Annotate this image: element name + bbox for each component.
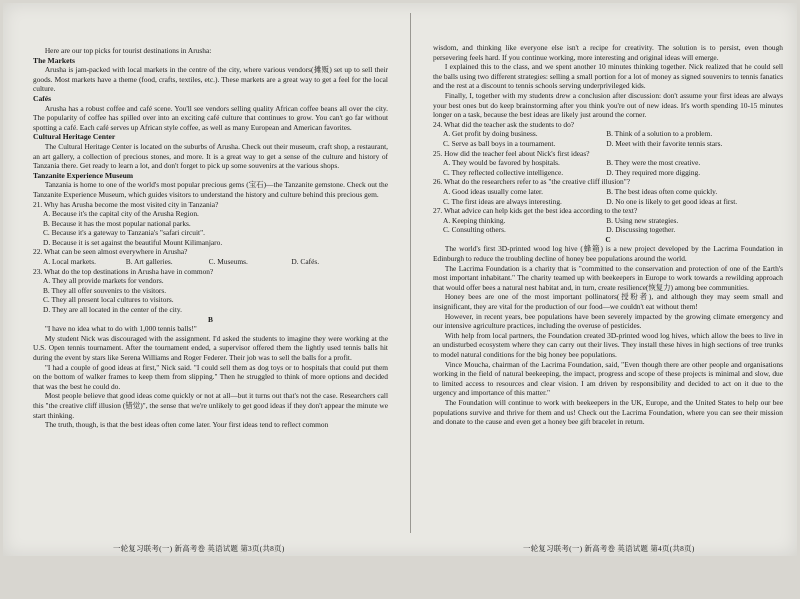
option-21-a: A. Because it's the capital city of the Arusha Region. bbox=[43, 209, 199, 219]
option-22-c: C. Museums. bbox=[208, 257, 248, 267]
section-c-heading: C bbox=[605, 234, 611, 244]
question-21: 21. Why has Arusha become the most visited city in Tanzania? bbox=[33, 199, 219, 209]
passage-c-paragraph-6: Vince Moucha, chairman of the Lacrima Foundation, said, "Even though there are other people and organisations working in the field of natural beekeeping, the impact, progress and scope of these projects is minimal and slow, due to limited access to resources and clear vision. I am driven by responsibility and decided to act on it due to the urgency and importance of this matter." bbox=[433, 359, 783, 398]
tanzanite-heading: Tanzanite Experience Museum bbox=[33, 170, 134, 180]
passage-b-paragraph-1: "I have no idea what to do with 1,000 tennis balls!" bbox=[44, 324, 197, 334]
column-divider bbox=[410, 13, 411, 533]
option-23-a: A. They all provide markets for vendors. bbox=[43, 276, 164, 286]
passage-b-paragraph-2: My student Nick was discouraged with the assignment. I'd asked the students to imagine they were working at the U.S. Open tennis tournament. After the tournament ended, a supervisor offered them the lightly used tennis balls hit during the event by stars like Serena Williams and Roger Federer. Their job was to sell the balls for a profit. bbox=[33, 333, 388, 362]
option-22-b: B. Art galleries. bbox=[125, 257, 173, 267]
option-25-b: B. They were the most creative. bbox=[606, 158, 701, 168]
footer-page-3: 一轮复习联考(一) 新高考卷 英语试题 第3页(共8页) bbox=[113, 544, 285, 553]
option-22-a: A. Local markets. bbox=[43, 257, 96, 267]
passage-b-paragraph-3: "I had a couple of good ideas at first," Nick said. "I could sell them as dog toys or to hospitals that could put them on the bottom of walker frames to keep them from slipping." Then he struggled to think of more options and decided that was the best he could do. bbox=[33, 362, 388, 391]
question-25-options bbox=[433, 158, 783, 177]
question-24-options bbox=[433, 129, 783, 148]
passage-c-paragraph-7: The Foundation will continue to work with beekeepers in the UK, Europe, and the United States to help our bee populations survive and thrive for them and us! Check out the Lacrima Foundation, where you can see their mission and donate to the cause and even get a honey bee gift bracelet in return. bbox=[433, 397, 783, 427]
left-column bbox=[33, 3, 388, 599]
option-24-b: B. Think of a solution to a problem. bbox=[606, 129, 713, 139]
question-23: 23. What do the top destinations in Arusha have in common? bbox=[33, 266, 214, 276]
option-24-d: D. Meet with their favorite tennis stars. bbox=[606, 138, 723, 148]
right-column bbox=[433, 3, 783, 596]
markets-paragraph: Arusha is jam-packed with local markets in the centre of the city, where various vendors(摊贩) set up to sell their goods. Most markets have a theme (food, crafts, textiles, etc.). These markets are a great way to get a feel for the local culture. bbox=[33, 65, 388, 94]
passage-c-paragraph-4: However, in recent years, bee populations have been severely impacted by the growing climate emergency and our intensive agriculture practices, including the overuse of pesticides. bbox=[433, 311, 783, 331]
option-25-c: C. They reflected collective intelligence. bbox=[443, 167, 564, 177]
option-26-d: D. No one is likely to get good ideas at first. bbox=[606, 196, 738, 206]
option-27-c: C. Consulting others. bbox=[443, 225, 506, 235]
passage-b-paragraph-7: I explained this to the class, and we spent another 10 minutes thinking together. Nick realized that he could sell the balls using two different strategies: selling a small portion for a lot of money as signed souvenirs to tennis fanatics and the rest at a discount to tennis schools serving underprivileged kids. bbox=[433, 62, 783, 91]
heritage-heading: Cultural Heritage Center bbox=[33, 132, 116, 142]
passage-c-paragraph-5: With help from local partners, the Foundation created 3D-printed wood log hives, which allow the bees to live in an undisturbed ecosystem where they can carry out their lives. They install these hives in high sections of tree trunks to model natural conditions for the big honey bee populations. bbox=[433, 330, 783, 359]
passage-b-paragraph-6: wisdom, and thinking like everyone else isn't a recipe for creativity. The solution is to persist, even though persevering feels hard. If you continue working, more interesting and original ideas will emerge. bbox=[433, 43, 783, 62]
passage-b-paragraph-5: The truth, though, is that the best ideas often come later. Your first ideas tend to reflect common bbox=[44, 420, 329, 430]
heritage-paragraph: The Cultural Heritage Center is located on the suburbs of Arusha. Check out their museum, craft shop, a restaurant, an art gallery, a collection of precious stones, and more. It is a great way to get a sense of the culture and history of Tanzania there. Get ready to learn a lot, and don't forget to pick up some souvenirs at the various shops. bbox=[33, 141, 388, 171]
option-23-c: C. They all present local cultures to visitors. bbox=[43, 295, 174, 305]
option-24-a: A. Get profit by doing business. bbox=[443, 129, 538, 139]
option-27-a: A. Keeping thinking. bbox=[443, 215, 506, 225]
cafes-paragraph: Arusha has a robust coffee and café scene. You'll see vendors selling quality African coffee beans all over the city. The popularity of coffee has spilled over into an exciting café culture that continues to grow. You can't go far without spotting a café. Each café serves up African style coffee, as well as many European and American favorites. bbox=[33, 103, 388, 132]
option-23-b: B. They all offer souvenirs to the visitors. bbox=[43, 285, 167, 295]
option-24-c: C. Serve as ball boys in a tournament. bbox=[443, 138, 556, 148]
option-26-a: A. Good ideas usually come later. bbox=[443, 186, 543, 196]
passage-b-paragraph-8: Finally, I, together with my students drew a conclusion after discussion: don't assume your first ideas are always your best ones but do keep brainstorming after you think you're out of new ideas. It's worth spending 10-15 minutes longer on a task, because the best ideas are likely just around the corner. bbox=[433, 90, 783, 120]
footer-page-4: 一轮复习联考(一) 新高考卷 英语试题 第4页(共8页) bbox=[523, 544, 695, 553]
question-27: 27. What advice can help kids get the best idea according to the text? bbox=[433, 206, 638, 216]
markets-heading: The Markets bbox=[33, 55, 75, 65]
tanzanite-paragraph: Tanzania is home to one of the world's most popular precious gems (宝石)—the Tanzanite gemstone. Check out the Tanzanite Experience Museum, which guides visitors to understand the history and culture behind this precious gem. bbox=[33, 180, 388, 199]
option-21-d: D. Because it is set against the beautiful Mount Kilimanjaro. bbox=[43, 237, 223, 247]
passage-c-paragraph-3: Honey bees are one of the most important pollinators(授粉者), and although they may seem small and insignificant, they are vital for the production of our food—we couldn't eat without them! bbox=[433, 292, 783, 312]
question-22-options bbox=[33, 257, 388, 267]
question-25: 25. How did the teacher feel about Nick's first ideas? bbox=[433, 148, 590, 158]
option-27-b: B. Using new strategies. bbox=[606, 215, 679, 225]
option-25-a: A. They would be favored by hospitals. bbox=[443, 158, 560, 168]
question-24: 24. What did the teacher ask the students to do? bbox=[433, 119, 575, 129]
question-27-options bbox=[433, 216, 783, 235]
passage-b-paragraph-4: Most people believe that good ideas come quickly or not at all—but it turns out that's not the case. Researchers call this "the creative cliff illusion (错觉)", the sense that we're unlikely to get good ideas if they don't appear the minute we start thinking. bbox=[33, 391, 388, 420]
option-26-c: C. The first ideas are always interesting. bbox=[443, 196, 562, 206]
exam-sheet bbox=[3, 3, 797, 556]
section-b-heading: B bbox=[208, 314, 213, 324]
option-23-d: D. They are all located in the center of the city. bbox=[43, 305, 182, 315]
question-26: 26. What do the researchers refer to as "the creative cliff illusion"? bbox=[433, 177, 631, 187]
intro-text: Here are our top picks for tourist destinations in Arusha: bbox=[44, 46, 212, 55]
passage-c-paragraph-2: The Lacrima Foundation is a charity that is "committed to the conservation and protection of one of the Earth's most important inhabitant." The charity teamed up with beekeepers in Europe to work towards a rewilding approach that would offer bees a natural nest habitat and, in turn, create resilience(恢复力) among bee communities. bbox=[433, 263, 783, 292]
question-23-options bbox=[33, 276, 388, 314]
question-26-options bbox=[433, 187, 783, 206]
option-22-d: D. Cafés. bbox=[291, 257, 320, 267]
option-21-c: C. Because it's a gateway to Tanzania's "safari circuit". bbox=[43, 228, 205, 238]
question-21-options bbox=[33, 209, 388, 247]
question-22: 22. What can be seen almost everywhere in Arusha? bbox=[33, 247, 188, 257]
option-25-d: D. They required more digging. bbox=[606, 167, 701, 177]
cafes-heading: Cafés bbox=[33, 93, 52, 103]
option-21-b: B. Because it has the most popular national parks. bbox=[43, 218, 191, 228]
passage-c-paragraph-1: The world's first 3D-printed wood log hive (蜂箱) is a new project developed by the Lacrima Foundation in Edinburgh to reduce the troubling decline of honey bee populations around the world. bbox=[433, 244, 783, 264]
option-26-b: B. The best ideas often come quickly. bbox=[606, 186, 718, 196]
option-27-d: D. Discussing together. bbox=[606, 225, 676, 235]
